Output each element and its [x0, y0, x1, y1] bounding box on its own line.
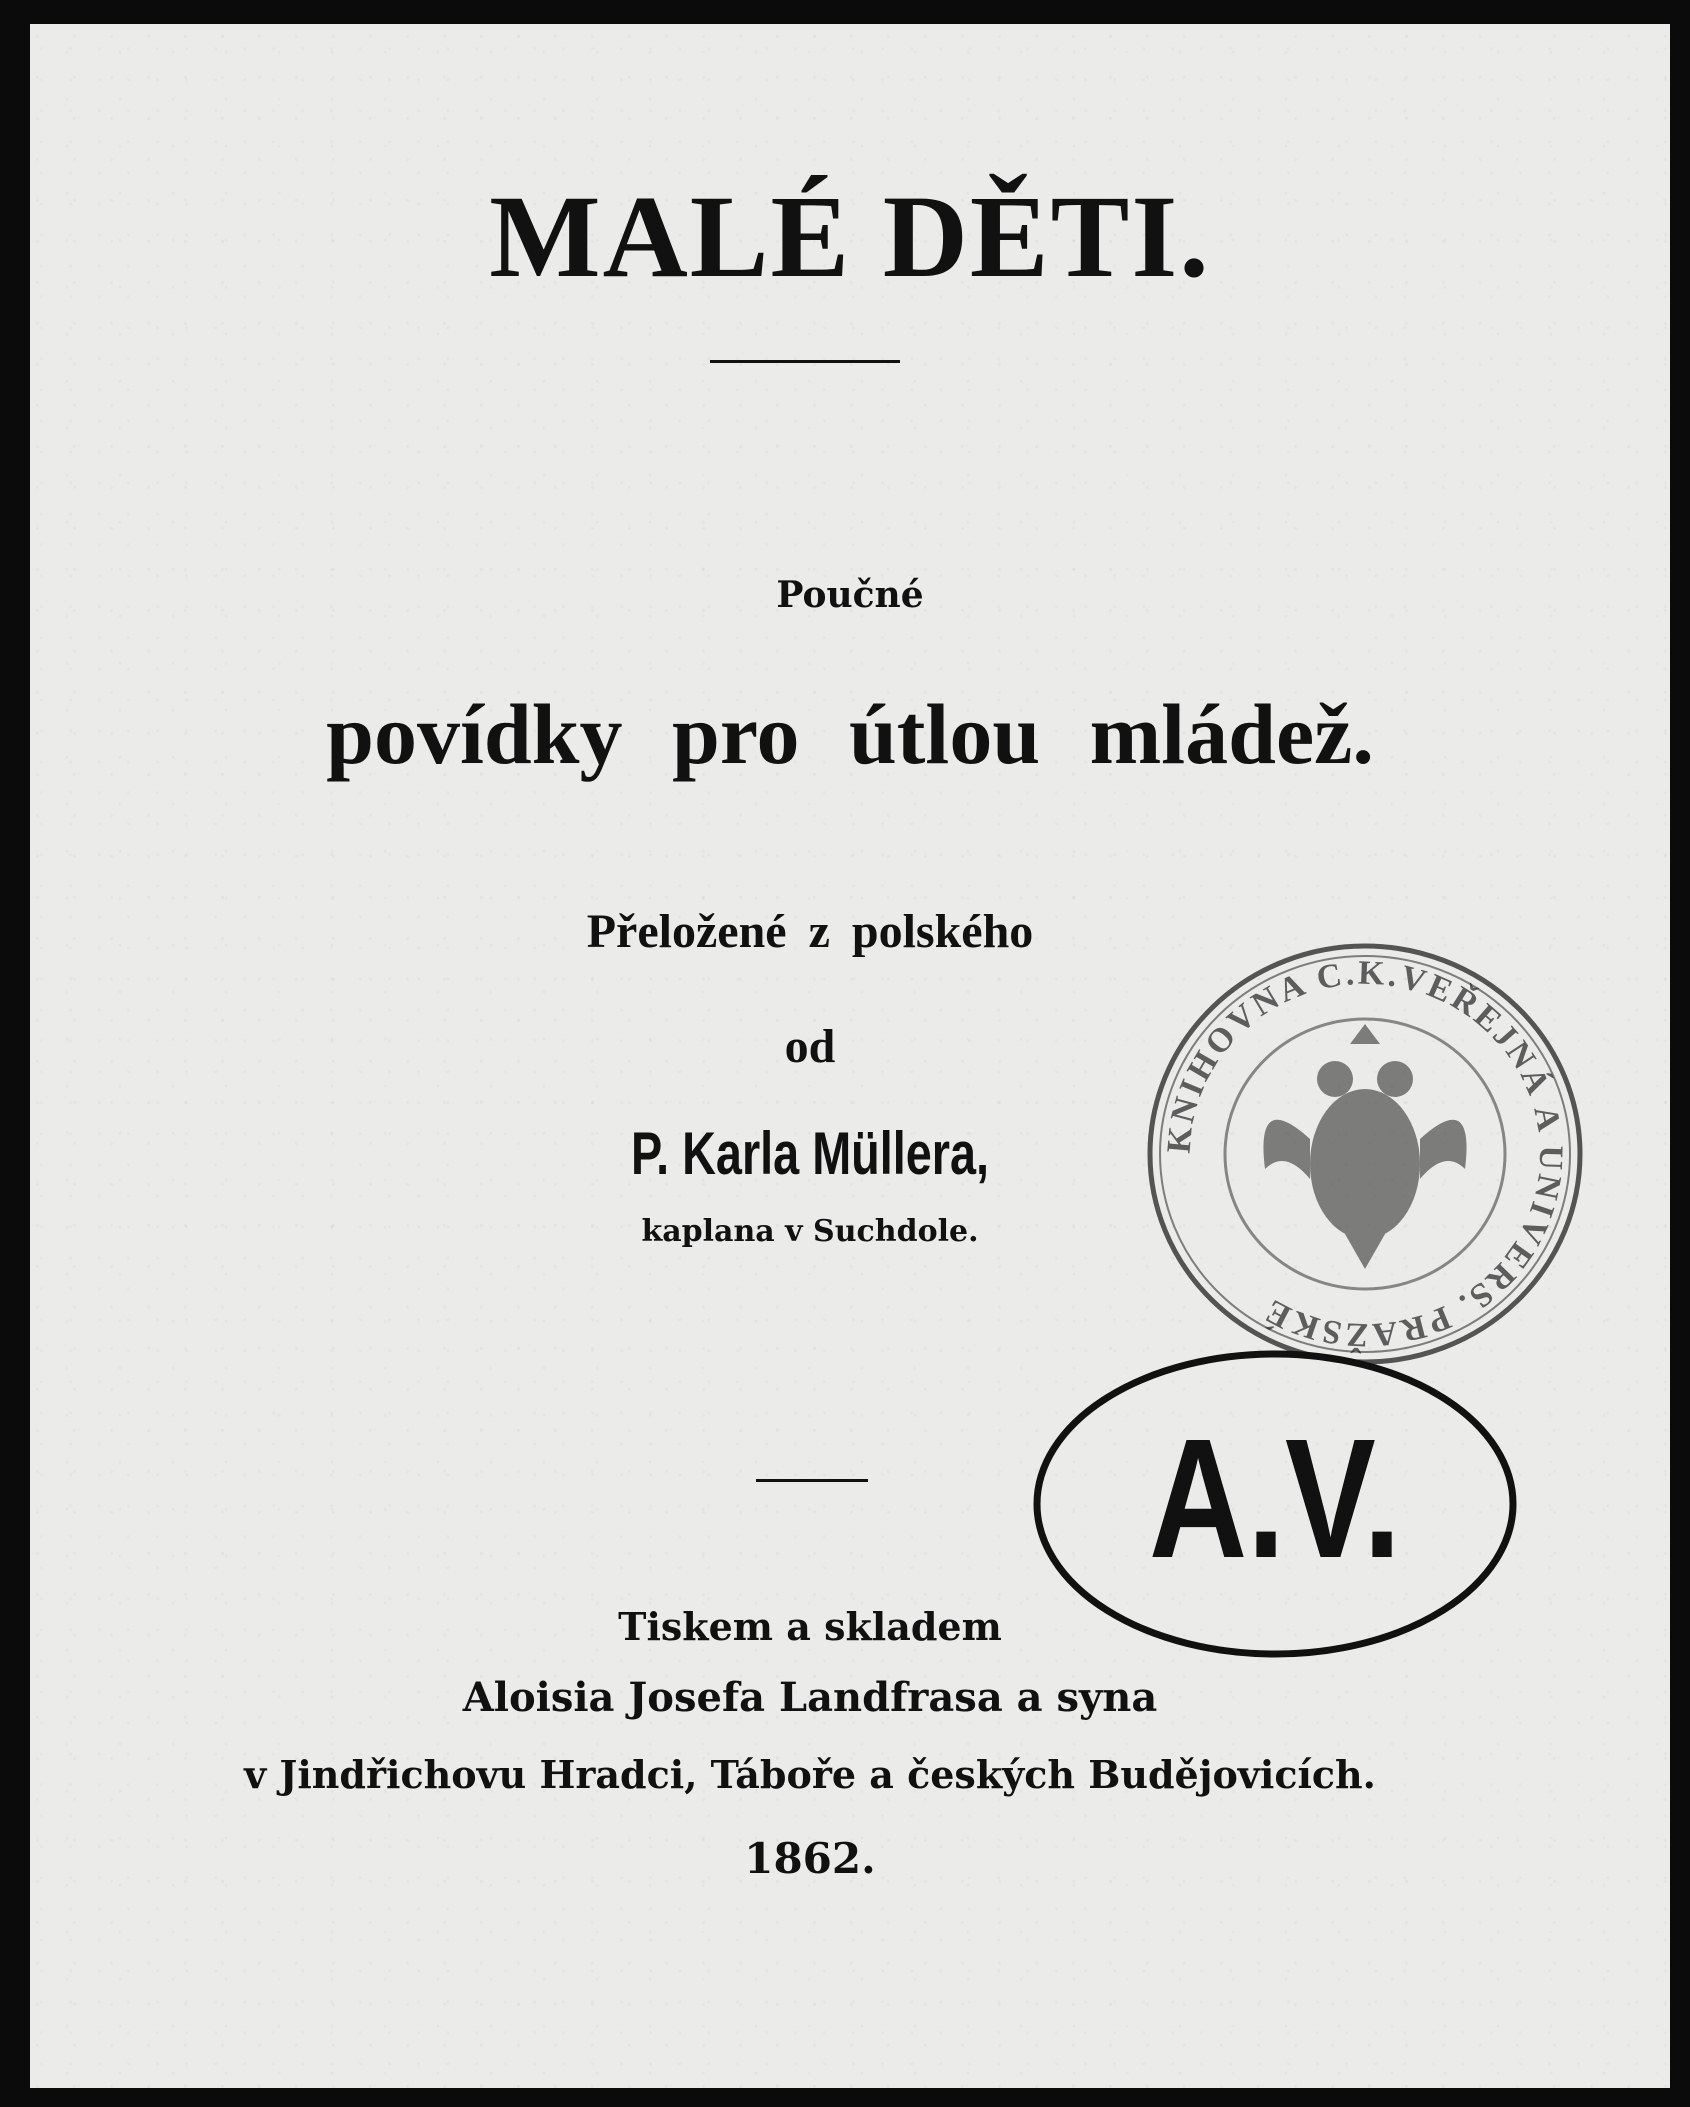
double-headed-eagle-icon — [1263, 1024, 1466, 1269]
monogram-stamp — [1030, 1344, 1520, 1664]
subtitle: povídky pro útlou mládež. — [326, 686, 1374, 782]
library-seal-stamp — [1145, 939, 1585, 1369]
author-role: kaplana v Suchdole. — [641, 1214, 979, 1249]
imprint-divider — [756, 1479, 868, 1482]
book-title: MALÉ DĚTI. — [489, 171, 1211, 302]
monogram-text: A.V. — [1148, 1404, 1401, 1594]
subtitle-small: Poučné — [776, 574, 924, 616]
by-label: od — [784, 1020, 836, 1073]
author-name: P. Karla Müllera, — [630, 1120, 990, 1187]
translation-note: Přeložené z polského — [586, 905, 1034, 958]
title-divider — [710, 360, 900, 363]
imprint-line-2: Aloisia Josefa Landfrasa a syna — [462, 1674, 1158, 1721]
publication-year: 1862. — [744, 1834, 876, 1883]
imprint-line-3: v Jindřichovu Hradci, Táboře a českých Budějovicích. — [244, 1752, 1376, 1797]
library-seal-graphic — [1145, 939, 1585, 1369]
title-page — [30, 24, 1670, 2088]
imprint-line-1: Tiskem a skladem — [618, 1604, 1002, 1649]
library-seal-ring-text: KNIHOVNA C.K.VEŘEJNÁ A UNIVERS. PRAŽSKÉ — [1160, 954, 1570, 1354]
